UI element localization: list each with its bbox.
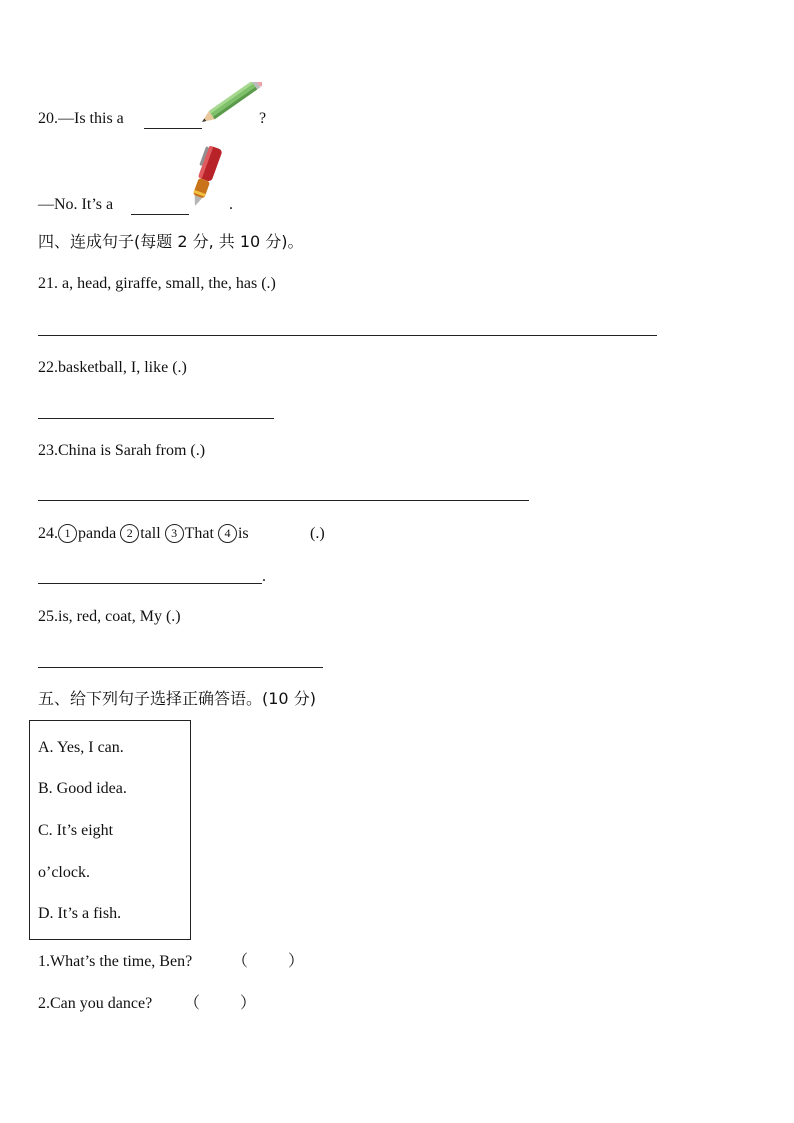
q24-mark-1: 1 [58, 524, 77, 543]
q21-answer-line[interactable] [38, 335, 657, 336]
q20-line1 [38, 109, 124, 129]
q21-text: 21. a, head, giraffe, small, the, has (.) [38, 275, 276, 292]
q24-number: 24. [38, 525, 58, 542]
q22-text: 22.basketball, I, like (.) [38, 359, 187, 376]
option-c: C. It’s eight [38, 822, 114, 839]
option-c-continued: o’clock. [38, 864, 90, 881]
s5-q2-paren-open: （ [184, 995, 201, 1012]
pencil-icon [198, 82, 262, 128]
s5-q1-paren-close[interactable]: ） [288, 953, 305, 970]
s5-question-1: 1.What’s the time, Ben? [38, 953, 193, 970]
q22-answer-line[interactable] [38, 418, 274, 419]
q24-word-1: panda [78, 525, 117, 542]
q25-text: 25.is, red, coat, My (.) [38, 608, 181, 625]
q24-mark-2: 2 [120, 524, 139, 543]
q20-period: . [229, 196, 233, 213]
section5-title: 五、给下列句子选择正确答语。(10 分) [38, 689, 316, 708]
q24-word-2: tall [140, 525, 161, 542]
q24-word-3: That [184, 525, 214, 542]
option-d: D. It’s a fish. [38, 905, 122, 922]
q23-answer-line[interactable] [38, 500, 529, 501]
s5-q1-paren-open: （ [232, 953, 249, 970]
option-a: A. Yes, I can. [38, 739, 124, 756]
q20-question-mark: ? [259, 110, 267, 127]
q25-answer-line[interactable] [38, 667, 323, 668]
s5-q2-paren-close[interactable]: ） [240, 995, 257, 1012]
pen-icon [186, 146, 232, 212]
q20-line2: —No. It’s a [38, 196, 114, 213]
option-b: B. Good idea. [38, 780, 127, 797]
q24-mark-3: 3 [165, 524, 184, 543]
q20-blank-2[interactable] [131, 214, 189, 215]
q24-word-4: is [237, 525, 249, 542]
q20-line1-text: —Is this a [58, 110, 124, 127]
q24-answer-line[interactable] [38, 583, 262, 584]
s5-question-2: 2.Can you dance? [38, 995, 153, 1012]
q20-blank-1[interactable] [144, 128, 202, 129]
q24-text [38, 524, 249, 544]
q24-mark-4: 4 [218, 524, 237, 543]
q24-answer-period: . [262, 568, 266, 585]
q20-number: 20. [38, 110, 58, 127]
section4-title: 四、连成句子(每题 2 分, 共 10 分)。 [38, 232, 304, 251]
q23-text: 23.China is Sarah from (.) [38, 442, 206, 459]
q24-end: (.) [310, 525, 325, 542]
